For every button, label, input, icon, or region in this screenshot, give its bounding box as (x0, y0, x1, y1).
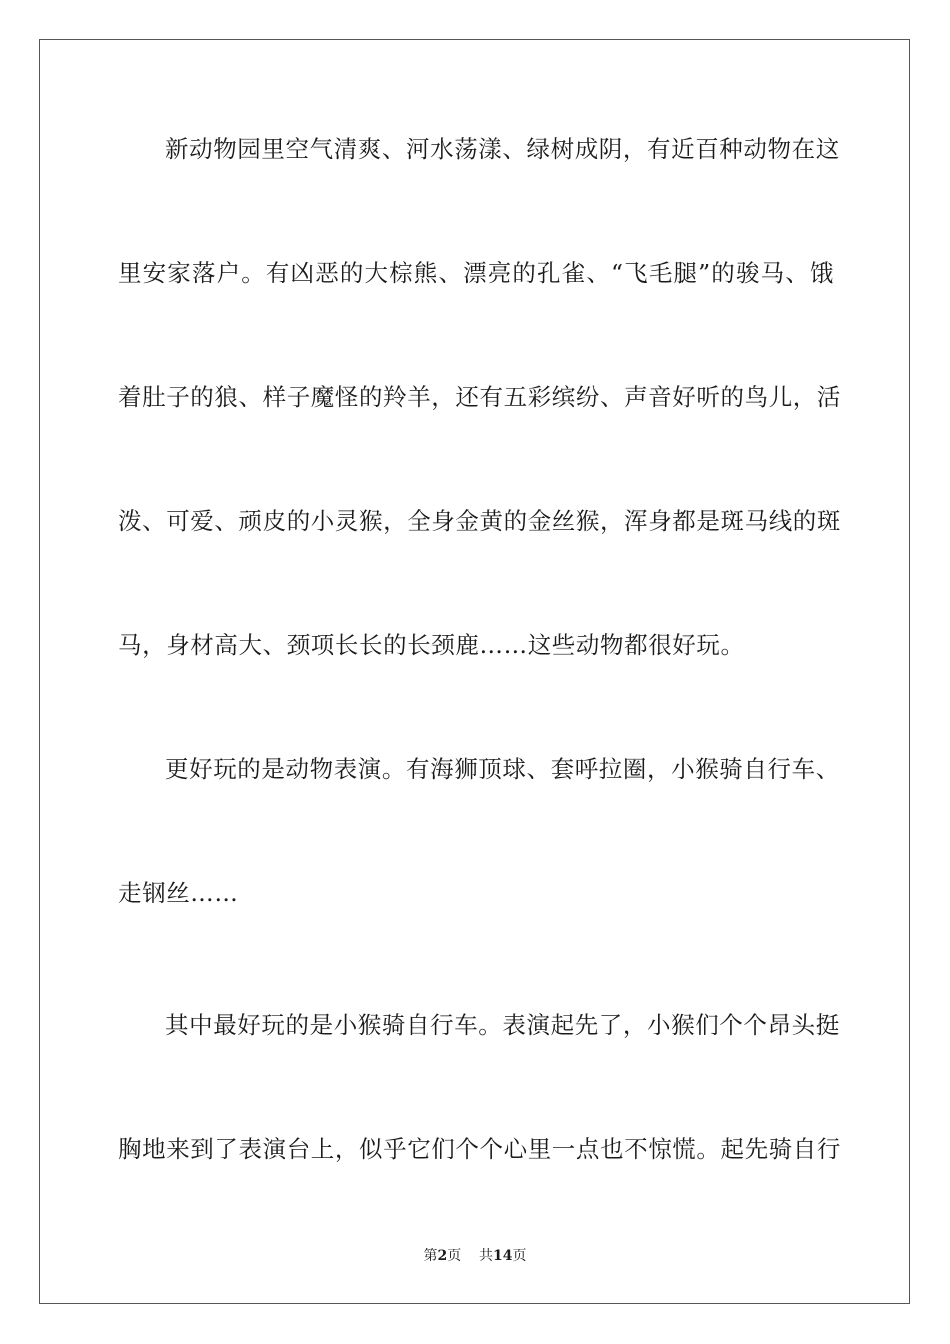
footer-total-prefix: 共 (479, 1248, 494, 1264)
footer-total-suffix: 页 (512, 1248, 527, 1264)
page-frame (39, 39, 910, 1304)
text-line-2: 里安家落户。有凶恶的大棕熊、漂亮的孔雀、“飞毛腿”的骏马、饿 (118, 259, 834, 287)
footer-page-number: 2 (437, 1248, 448, 1264)
text-line-1: 新动物园里空气清爽、河水荡漾、绿树成阴，有近百种动物在这 (165, 135, 840, 163)
text-line-8: 其中最好玩的是小猴骑自行车。表演起先了，小猴们个个昂头挺 (165, 1011, 840, 1039)
text-line-7: 走钢丝…… (118, 879, 239, 907)
text-line-4: 泼、可爱、顽皮的小灵猴，全身金黄的金丝猴，浑身都是斑马线的斑 (118, 507, 841, 535)
footer-page-suffix: 页 (447, 1248, 462, 1264)
footer-total-pages: 14 (493, 1248, 513, 1264)
footer-page-prefix: 第 (423, 1248, 438, 1264)
text-line-6: 更好玩的是动物表演。有海狮顶球、套呼拉圈，小猴骑自行车、 (165, 755, 840, 783)
text-line-3: 着肚子的狼、样子魔怪的羚羊，还有五彩缤纷、声音好听的鸟儿，活 (118, 383, 841, 411)
page-footer (0, 1247, 950, 1265)
text-line-9: 胸地来到了表演台上，似乎它们个个心里一点也不惊慌。起先骑自行 (118, 1135, 841, 1163)
text-line-5: 马，身材高大、颈项长长的长颈鹿……这些动物都很好玩。 (118, 631, 745, 659)
